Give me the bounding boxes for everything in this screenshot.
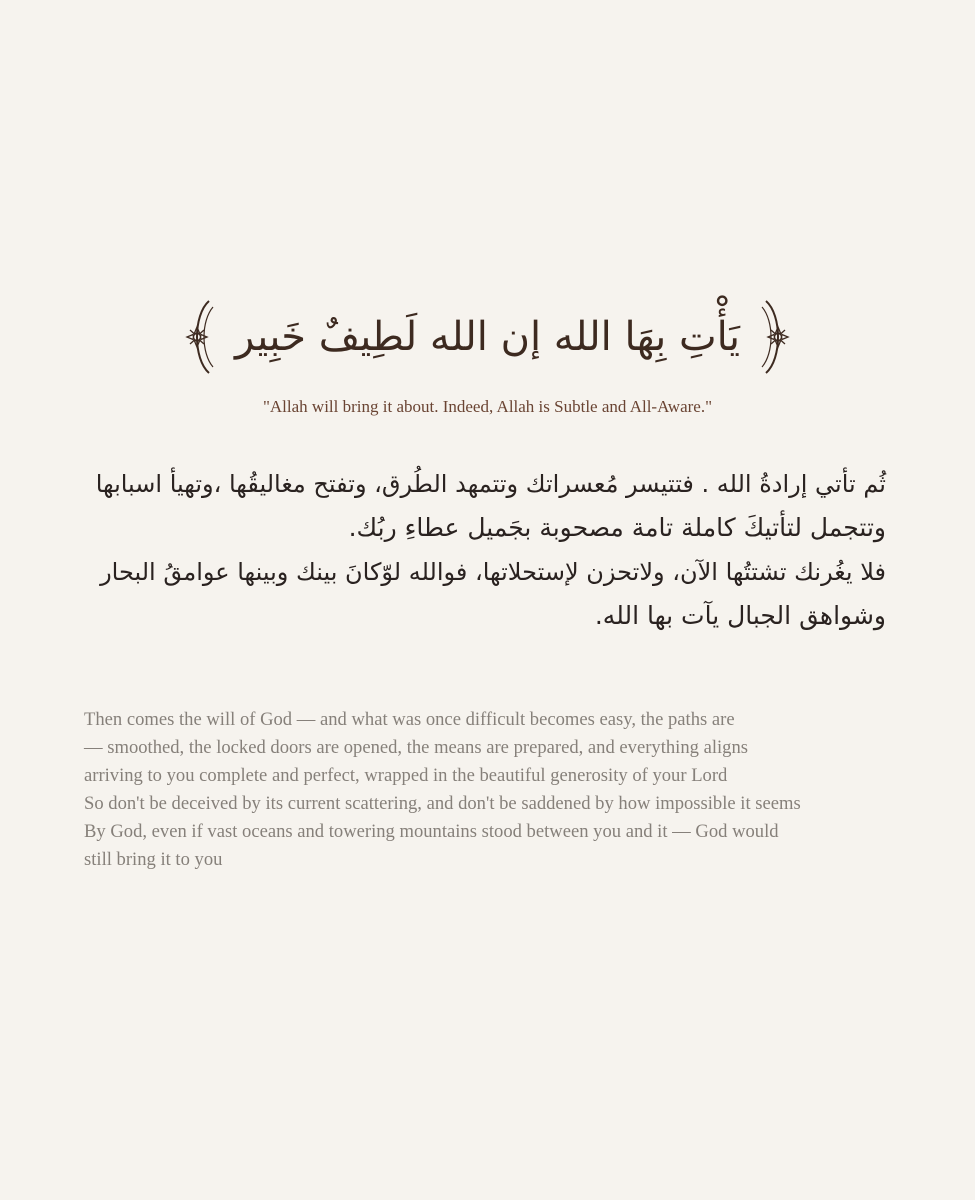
arabic-line: وشواهق الجبال يآت بها الله. xyxy=(594,601,886,630)
english-body xyxy=(84,706,904,874)
ornate-bracket-icon xyxy=(752,297,796,377)
english-line: still bring it to you xyxy=(84,849,223,870)
verse-arabic: يَأْتِ بِهَا الله إن الله لَطِيفٌ خَبِير xyxy=(235,314,740,360)
verse-block xyxy=(0,292,975,382)
english-line: — smoothed, the locked doors are opened, the means are prepared, and everything aligns xyxy=(84,737,748,758)
ornate-bracket-icon xyxy=(179,297,223,377)
arabic-line: ثُم تأتي إرادةُ الله . فتتيسر مُعسراتك وتتمهد الطُرق، وتفتح مغاليقُها ،وتهيأ اسبابها xyxy=(95,470,886,498)
english-line: Then comes the will of God — and what was once difficult becomes easy, the paths are xyxy=(84,709,735,730)
arabic-line: فلا يغُرنك تشتتُها الآن، ولاتحزن لإستحلاتها، فوالله لوّكانَ بينك وبينها عوامقُ البحار xyxy=(100,558,886,586)
verse-translation: "Allah will bring it about. Indeed, Allah is Subtle and All-Aware." xyxy=(262,397,713,416)
english-line: So don't be deceived by its current scattering, and don't be saddened by how impossible it seems xyxy=(84,793,801,814)
english-line: arriving to you complete and perfect, wrapped in the beautiful generosity of your Lord xyxy=(84,765,728,786)
arabic-body xyxy=(86,462,886,638)
arabic-line: وتتجمل لتأتيكَ كاملة تامة مصحوبة بجَميل عطاءِ ربُك. xyxy=(348,513,886,542)
english-line: By God, even if vast oceans and towering mountains stood between you and it — God would xyxy=(84,821,779,842)
